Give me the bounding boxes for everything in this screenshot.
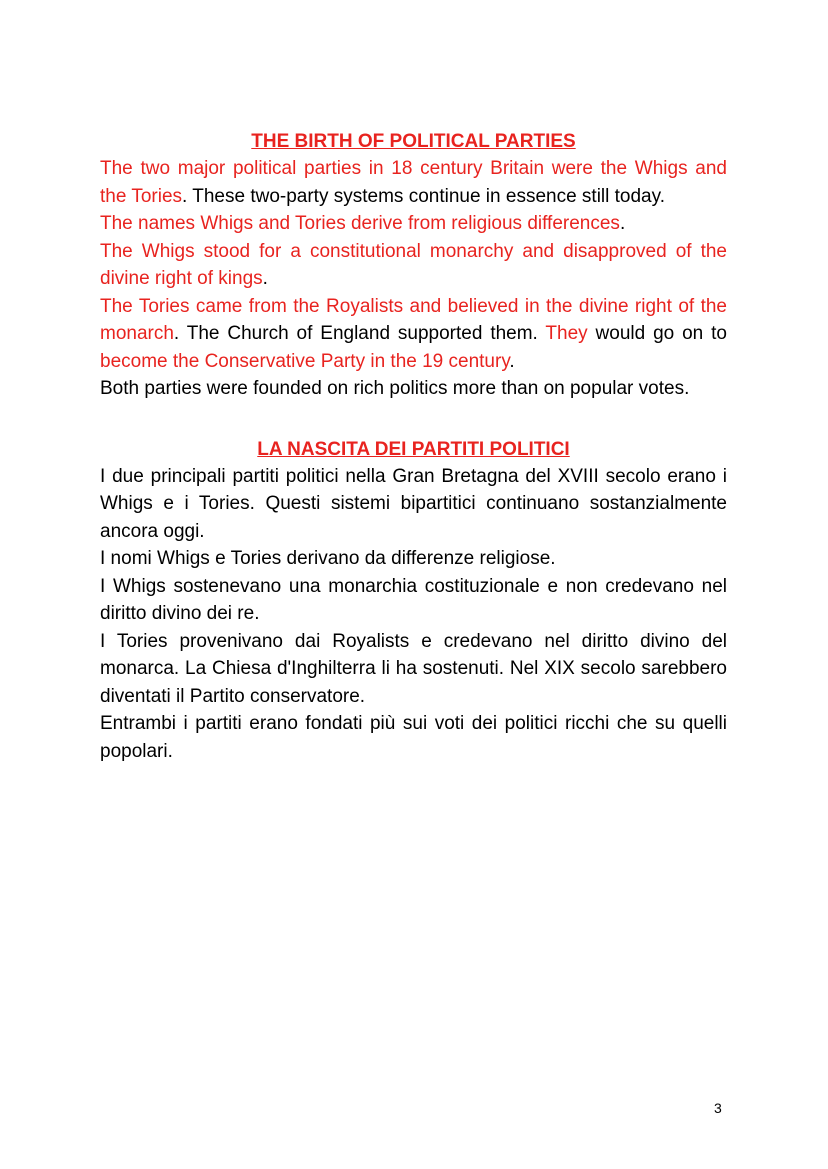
english-section [100,128,727,403]
italian-paragraph-1: I due principali partiti politici nella Gran Bretagna del XVIII secolo erano i Whigs e i Tories. Questi sistemi bipartitici continuano sostanzialmente ancora oggi. [100,465,727,542]
english-p3-text: . [262,268,268,289]
english-paragraph-4 [100,293,727,376]
english-p1-highlight: The two major political parties in 18 century Britain were the Whigs and the Tories [100,158,727,207]
document-page [100,128,727,765]
english-p4-text-a: . The Church of England supported them. [173,323,546,344]
italian-paragraph-5: Entrambi i partiti erano fondati più sui voti dei politici ricchi che su quelli popolari. [100,713,727,762]
english-p4-highlight-a: The Tories came from the Royalists and believed in the divine right of the monarch [100,295,727,344]
english-p4-highlight-c: become the Conservative Party in the 19 century [100,350,510,372]
english-p2-text: . [619,213,626,234]
italian-paragraph-2: I nomi Whigs e Tories derivano da differenze religiose. [100,548,556,569]
italian-paragraph-3: I Whigs sostenevano una monarchia costituzionale e non credevano nel diritto divino dei re. [100,575,727,624]
english-p3-highlight: The Whigs stood for a constitutional monarchy and disapproved of the divine right of kings [100,240,727,289]
italian-paragraph-4: I Tories provenivano dai Royalists e credevano nel diritto divino del monarca. La Chiesa d'Inghilterra li ha sostenuti. Nel XIX secolo sarebbero diventati il Partito conservatore. [100,630,727,707]
english-paragraph-2 [100,210,727,238]
italian-title: LA NASCITA DEI PARTITI POLITICI [257,438,570,460]
english-paragraph-3 [100,238,727,293]
italian-section [100,436,727,766]
english-title: THE BIRTH OF POLITICAL PARTIES [251,131,576,152]
english-p2-highlight: The names Whigs and Tories derive from religious differences [100,213,620,234]
english-p4-text-c: . [509,350,515,372]
english-p1-text: . These two-party systems continue in essence still today. [182,185,665,207]
english-paragraph-5: Both parties were founded on rich politics more than on popular votes. [100,378,690,399]
english-paragraph-1 [100,155,727,210]
page-number: 3 [714,1100,722,1116]
english-p4-highlight-b: They [545,323,588,344]
english-p4-text-b: would go on to [587,323,727,344]
